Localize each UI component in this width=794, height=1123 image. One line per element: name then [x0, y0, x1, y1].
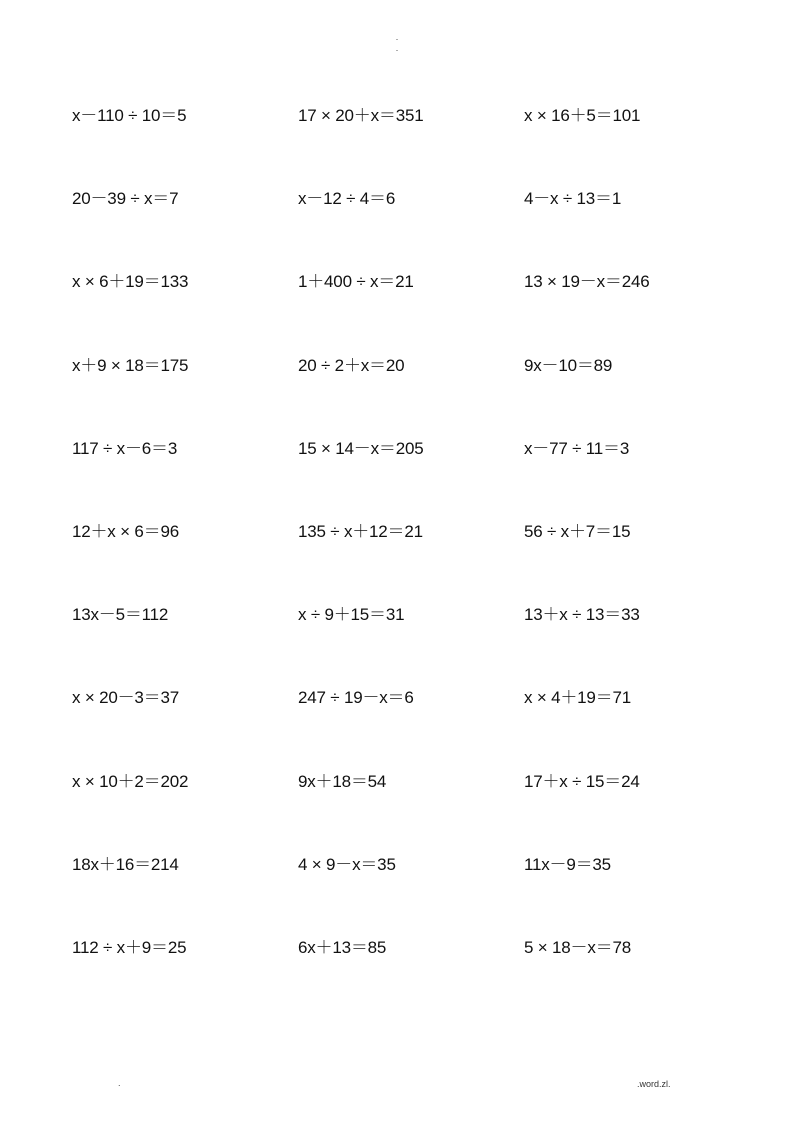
equation-r1-c1: x－110 ÷ 10＝5 — [72, 106, 187, 125]
equation-r4-c3: 9x－10＝89 — [524, 356, 613, 375]
footer-right-text: .word.zl. — [637, 1079, 671, 1089]
equation-r6-c3: 56 ÷ x＋7＝15 — [524, 522, 631, 541]
equation-r10-c3: 11x－9＝35 — [524, 855, 611, 874]
equation-r2-c3: 4－x ÷ 13＝1 — [524, 189, 622, 208]
equation-r11-c2: 6x＋13＝85 — [298, 938, 387, 957]
equation-r5-c3: x－77 ÷ 11＝3 — [524, 439, 630, 458]
equation-r7-c3: 13＋x ÷ 13＝33 — [524, 605, 640, 624]
equation-r1-c2: 17 × 20＋x＝351 — [298, 106, 424, 125]
equation-r5-c2: 15 × 14－x＝205 — [298, 439, 424, 458]
equation-r8-c1: x × 20－3＝37 — [72, 688, 179, 707]
header-mark-1: . — [395, 32, 399, 42]
equation-r8-c3: x × 4＋19＝71 — [524, 688, 631, 707]
equation-r4-c2: 20 ÷ 2＋x＝20 — [298, 356, 405, 375]
equation-r4-c1: x＋9 × 18＝175 — [72, 356, 189, 375]
equation-r6-c2: 135 ÷ x＋12＝21 — [298, 522, 423, 541]
footer-left-mark: . — [118, 1078, 121, 1088]
equation-r1-c3: x × 16＋5＝101 — [524, 106, 641, 125]
equation-r9-c1: x × 10＋2＝202 — [72, 772, 189, 791]
equation-r6-c1: 12＋x × 6＝96 — [72, 522, 179, 541]
equation-r7-c1: 13x－5＝112 — [72, 605, 169, 624]
equation-r3-c3: 13 × 19－x＝246 — [524, 272, 650, 291]
header-mark-2: . — [395, 43, 399, 53]
equation-r8-c2: 247 ÷ 19－x＝6 — [298, 688, 414, 707]
equation-r11-c1: 112 ÷ x＋9＝25 — [72, 938, 187, 957]
equation-r7-c2: x ÷ 9＋15＝31 — [298, 605, 405, 624]
equation-r3-c1: x × 6＋19＝133 — [72, 272, 189, 291]
equation-r10-c2: 4 × 9－x＝35 — [298, 855, 396, 874]
equation-r3-c2: 1＋400 ÷ x＝21 — [298, 272, 414, 291]
equation-r2-c2: x－12 ÷ 4＝6 — [298, 189, 396, 208]
equation-r10-c1: 18x＋16＝214 — [72, 855, 179, 874]
equation-r11-c3: 5 × 18－x＝78 — [524, 938, 631, 957]
equation-r9-c2: 9x＋18＝54 — [298, 772, 387, 791]
equation-r2-c1: 20－39 ÷ x＝7 — [72, 189, 179, 208]
equation-r9-c3: 17＋x ÷ 15＝24 — [524, 772, 640, 791]
equation-r5-c1: 117 ÷ x－6＝3 — [72, 439, 178, 458]
